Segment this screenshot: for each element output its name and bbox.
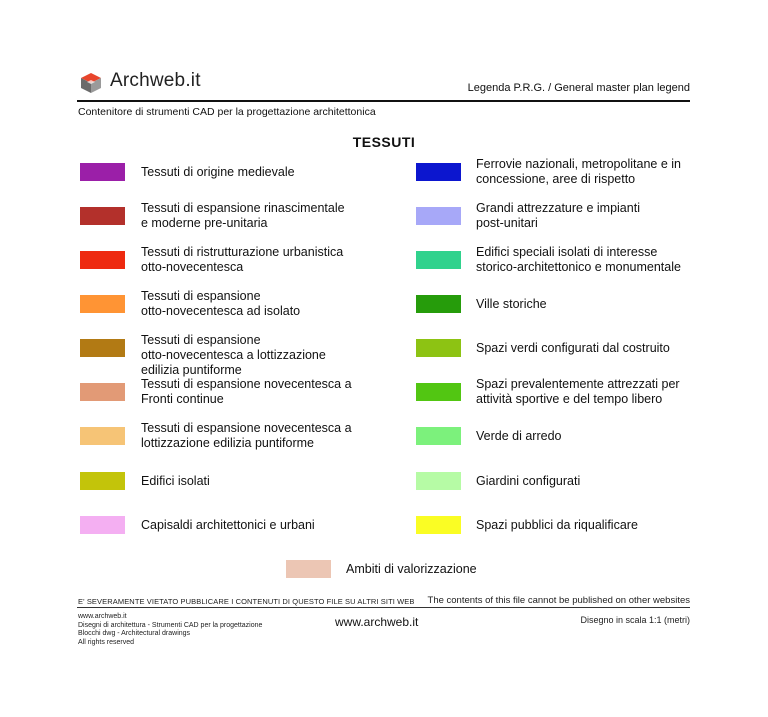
legend-label	[476, 245, 681, 275]
legend-label-line: Ambiti di valorizzazione	[346, 561, 477, 576]
legend-swatch	[416, 472, 461, 490]
legend-label-line: Verde di arredo	[476, 428, 562, 443]
legend-label	[141, 518, 315, 533]
legend-swatch	[80, 339, 125, 357]
legend-label-line: concessione, aree di rispetto	[476, 172, 636, 186]
legend-label	[476, 157, 681, 187]
legend-label-line: Tessuti di espansione	[141, 289, 261, 303]
legend-label-line: storico-architettonico e monumentale	[476, 260, 681, 274]
legend-swatch	[416, 251, 461, 269]
legend-label-line: Tessuti di espansione novecentesca a	[141, 377, 352, 391]
legend-label	[476, 201, 640, 231]
legend-label-line: Edifici speciali isolati di interesse	[476, 245, 658, 259]
legend-swatch	[416, 207, 461, 225]
legend-label-line: Capisaldi architettonici e urbani	[141, 517, 315, 532]
legend-label	[476, 474, 580, 489]
legend-label	[476, 429, 561, 444]
legend-label	[141, 377, 352, 407]
footer-credit-line: Blocchi dwg - Architectural drawings	[78, 630, 191, 638]
cube-logo-icon	[80, 72, 102, 94]
brand-name: Archweb.it	[110, 70, 201, 91]
legend-label-line: Tessuti di espansione novecentesca a	[141, 421, 352, 435]
legend-label-line: Tessuti di espansione	[141, 332, 261, 347]
legend-label-line: Tessuti di espansione rinascimentale	[141, 201, 345, 215]
legend-label	[141, 165, 295, 180]
legend-label	[141, 245, 343, 275]
legend-label-line: Grandi attrezzature e impianti	[476, 201, 640, 215]
legend-label-line: Tessuti di ristrutturazione urbanistica	[141, 245, 344, 259]
legend-swatch	[80, 383, 125, 401]
legend-label	[141, 201, 345, 231]
legend-label	[476, 518, 638, 533]
legend-label-line: lottizzazione edilizia puntiforme	[141, 436, 315, 450]
section-title: TESSUTI	[352, 134, 416, 150]
legend-swatch	[80, 207, 125, 225]
legend-swatch	[416, 427, 461, 445]
legend-swatch	[416, 295, 461, 313]
tagline: Contenitore di strumenti CAD per la progettazione architettonica	[78, 106, 376, 118]
copyright-warning-italian: E' SEVERAMENTE VIETATO PUBBLICARE I CONTENUTI DI QUESTO FILE SU ALTRI SITI WEB	[78, 597, 415, 606]
legend-label-line: otto-novecentesca a lottizzazione	[141, 347, 326, 362]
footer-credit-line: All rights reserved	[78, 638, 135, 646]
legend-label-line: Fronti continue	[141, 392, 224, 406]
legend-label	[476, 297, 547, 312]
legend-label	[141, 333, 326, 378]
legend-swatch	[80, 472, 125, 490]
document-title: Legenda P.R.G. / General master plan legend	[467, 82, 690, 94]
legend-label	[476, 377, 680, 407]
legend-swatch	[416, 516, 461, 534]
legend-label-line: Ferrovie nazionali, metropolitane e in	[476, 157, 681, 171]
legend-swatch	[80, 427, 125, 445]
legend-swatch	[286, 560, 331, 578]
legend-swatch	[416, 163, 461, 181]
legend-label-line: Spazi prevalentemente attrezzati per	[476, 377, 680, 391]
legend-label-line: otto-novecentesca ad isolato	[141, 304, 301, 318]
footer-divider	[77, 607, 690, 608]
legend-label-line: Spazi verdi configurati dal costruito	[476, 340, 670, 355]
legend-label-line: edilizia puntiforme	[141, 362, 242, 377]
legend-label	[141, 474, 210, 489]
drawing-scale: Disegno in scala 1:1 (metri)	[580, 615, 690, 625]
copyright-warning-english: The contents of this file cannot be published on other websites	[427, 595, 690, 606]
footer-credits	[78, 613, 262, 647]
legend-label-line: Spazi pubblici da riqualificare	[476, 517, 638, 532]
footer-credit-line: www.archweb.it	[78, 613, 127, 620]
footer-url: www.archweb.it	[335, 615, 419, 629]
legend-label-line: Edifici isolati	[141, 473, 210, 488]
legend-swatch	[80, 516, 125, 534]
legend-swatch	[416, 339, 461, 357]
legend-label-line: Tessuti di origine medievale	[141, 164, 295, 179]
legend-label	[141, 289, 300, 319]
legend-swatch	[80, 295, 125, 313]
header-divider	[77, 100, 690, 102]
legend-label	[476, 341, 670, 356]
legend-label-line: Ville storiche	[476, 296, 547, 311]
legend-swatch	[80, 163, 125, 181]
legend-label-line: Giardini configurati	[476, 473, 581, 488]
legend-label-line: post-unitari	[476, 216, 538, 230]
legend-label-line: attività sportive e del tempo libero	[476, 392, 663, 406]
legend-swatch	[416, 383, 461, 401]
legend-label	[141, 421, 352, 451]
legend-swatch	[80, 251, 125, 269]
legend-label	[346, 562, 477, 577]
legend-label-line: e moderne pre-unitaria	[141, 216, 268, 230]
legend-label-line: otto-novecentesca	[141, 260, 244, 274]
footer-credit-line: Disegni di architettura - Strumenti CAD per la progettazione	[78, 621, 263, 629]
